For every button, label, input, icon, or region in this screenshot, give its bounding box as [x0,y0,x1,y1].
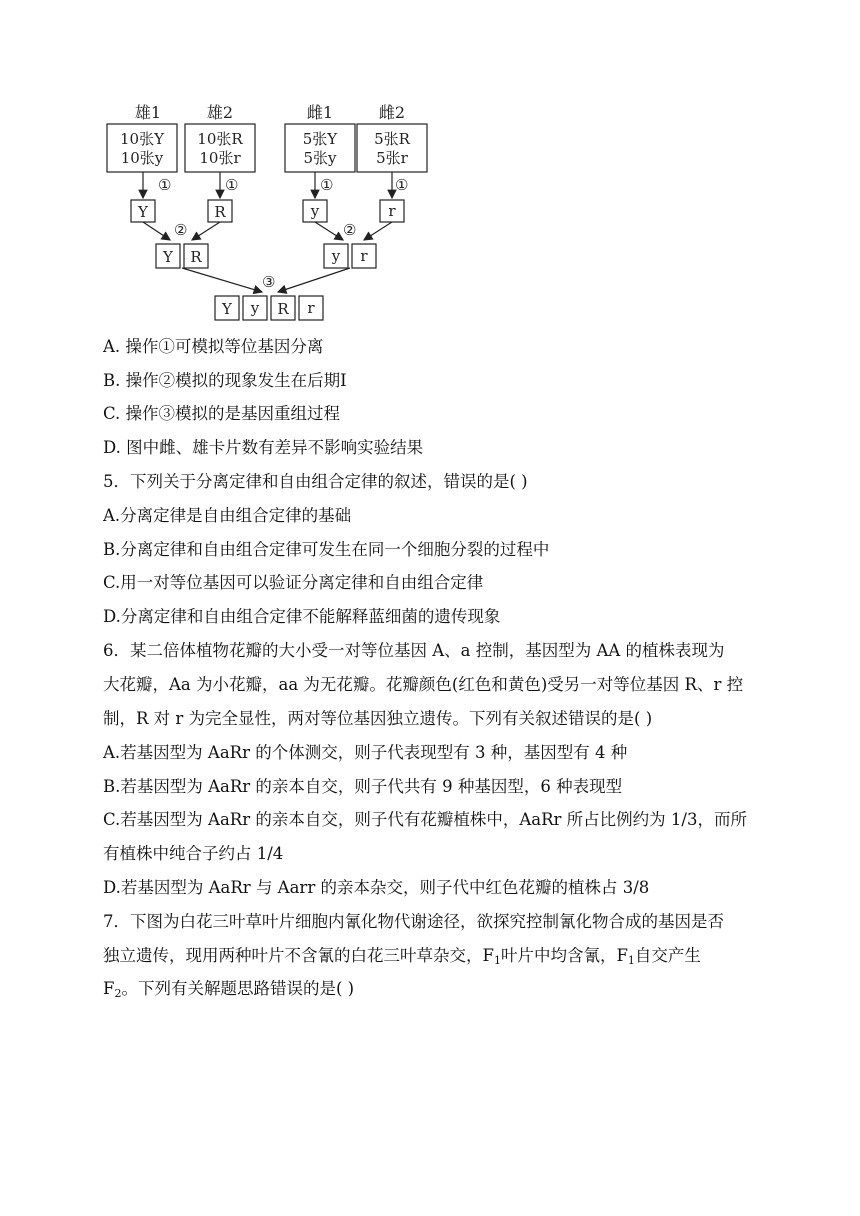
q7-stem-line2 [103,946,701,966]
q6-option-c-line2: 有植株中纯合子约占 1/4 [103,844,284,863]
q6-stem-line3: 制，R 对 r 为完全显性，两对等位基因独立遗传。下列有关叙述错误的是( ) [103,709,653,728]
q7-line3-part-a: F [103,979,115,998]
q4-option-a: A. 操作①可模拟等位基因分离 [103,337,324,356]
pair-right-r-label: r [360,247,368,265]
q7-line3-sub: 2 [114,987,122,1000]
arrow-step2-left-b [192,222,220,240]
q7-line3-part-b: 。下列有关解题思路错误的是( ) [121,979,355,998]
final-card-Y-label: Y [222,300,232,318]
final-card-R-label: R [277,300,289,318]
card-y-level1-label: y [310,202,320,220]
q6-stem-line2: 大花瓣，Aa 为小花瓣，aa 为无花瓣。花瓣颜色(红色和黄色)受另一对等位基因 R、r 控 [103,675,744,694]
step1-label-female2: ① [395,176,409,194]
q7-stem-line3 [103,979,354,999]
step2-label-left: ② [174,221,188,239]
card-Y-level1-label: Y [138,203,148,221]
pair-right-y-label: y [331,247,341,265]
q6-option-c-line1: C.若基因型为 AaRr 的亲本自交，则子代有花瓣植株中，AaRr 所占比例约为 1/3，而所 [103,810,747,829]
diagram-svg [0,0,860,330]
q7-line2-part-a: 独立遗传，现用两种叶片不含氰的白花三叶草杂交，F [103,946,494,965]
group-title-male1: 雄1 [134,103,162,122]
step2-label-right: ② [343,221,357,239]
q6-stem-line1: 6．某二倍体植物花瓣的大小受一对等位基因 A、a 控制，基因型为 AA 的植株表现为 [103,641,725,660]
q5-option-b: B.分离定律和自由组合定律可发生在同一个细胞分裂的过程中 [103,540,550,559]
pair-left-Y-label: Y [163,248,173,266]
group-title-female2: 雌2 [378,103,406,122]
q6-option-a: A.若基因型为 AaRr 的个体测交，则子代表现型有 3 种，基因型有 4 种 [103,743,628,762]
arrow-step2-right-a [315,222,343,240]
step1-label-male2: ① [225,176,239,194]
q4-option-b: B. 操作②模拟的现象发生在后期Ⅰ [103,371,347,390]
box-female2-line1: 5张R [374,130,410,148]
q7-line2-sub2: 1 [627,954,635,967]
box-female2-line2: 5张r [376,149,408,167]
arrow-step2-right-b [364,222,392,240]
final-card-r-label: r [307,299,315,317]
arrow-step3-right [278,268,350,292]
card-r-level1-label: r [388,202,396,220]
box-male1-line1: 10张Y [120,130,164,148]
final-card-y-label: y [250,299,260,317]
group-title-male2: 雄2 [206,103,234,122]
box-male1-line2: 10张y [120,149,164,167]
arrow-step3-left [182,268,262,292]
q7-line2-part-c: 自交产生 [634,946,701,965]
q7-line2-part-b: 叶片中均含氰，F [500,946,628,965]
step1-label-male1: ① [158,176,172,194]
step3-label: ③ [262,273,276,291]
box-female1-line1: 5张Y [302,130,338,148]
q4-option-c: C. 操作③模拟的是基因重组过程 [103,404,341,423]
box-female1-line2: 5张y [303,149,337,167]
q5-option-c: C.用一对等位基因可以验证分离定律和自由组合定律 [103,573,484,592]
q6-option-d: D.若基因型为 AaRr 与 Aarr 的亲本杂交，则子代中红色花瓣的植株占 3/8 [103,878,650,897]
step1-label-female1: ① [320,176,334,194]
box-male2-line1: 10张R [197,130,243,148]
simulation-diagram [0,0,860,330]
card-R-level1-label: R [214,203,226,221]
q7-line2-sub1: 1 [493,954,501,967]
box-male2-line2: 10张r [199,149,241,167]
group-title-female1: 雌1 [306,103,334,122]
q6-option-b: B.若基因型为 AaRr 的亲本自交，则子代共有 9 种基因型，6 种表现型 [103,777,623,796]
q5-option-a: A.分离定律是自由组合定律的基础 [103,506,352,525]
pair-left-R-label: R [190,248,202,266]
q7-stem-line1: 7．下图为白花三叶草叶片细胞内氰化物代谢途径，欲探究控制氰化物合成的基因是否 [103,912,724,931]
q5-option-d: D.分离定律和自由组合定律不能解释蓝细菌的遗传现象 [103,607,501,626]
arrow-step2-left-a [143,222,170,240]
q5-stem: 5．下列关于分离定律和自由组合定律的叙述，错误的是( ) [103,472,528,491]
q4-option-d: D. 图中雌、雄卡片数有差异不影响实验结果 [103,438,424,457]
